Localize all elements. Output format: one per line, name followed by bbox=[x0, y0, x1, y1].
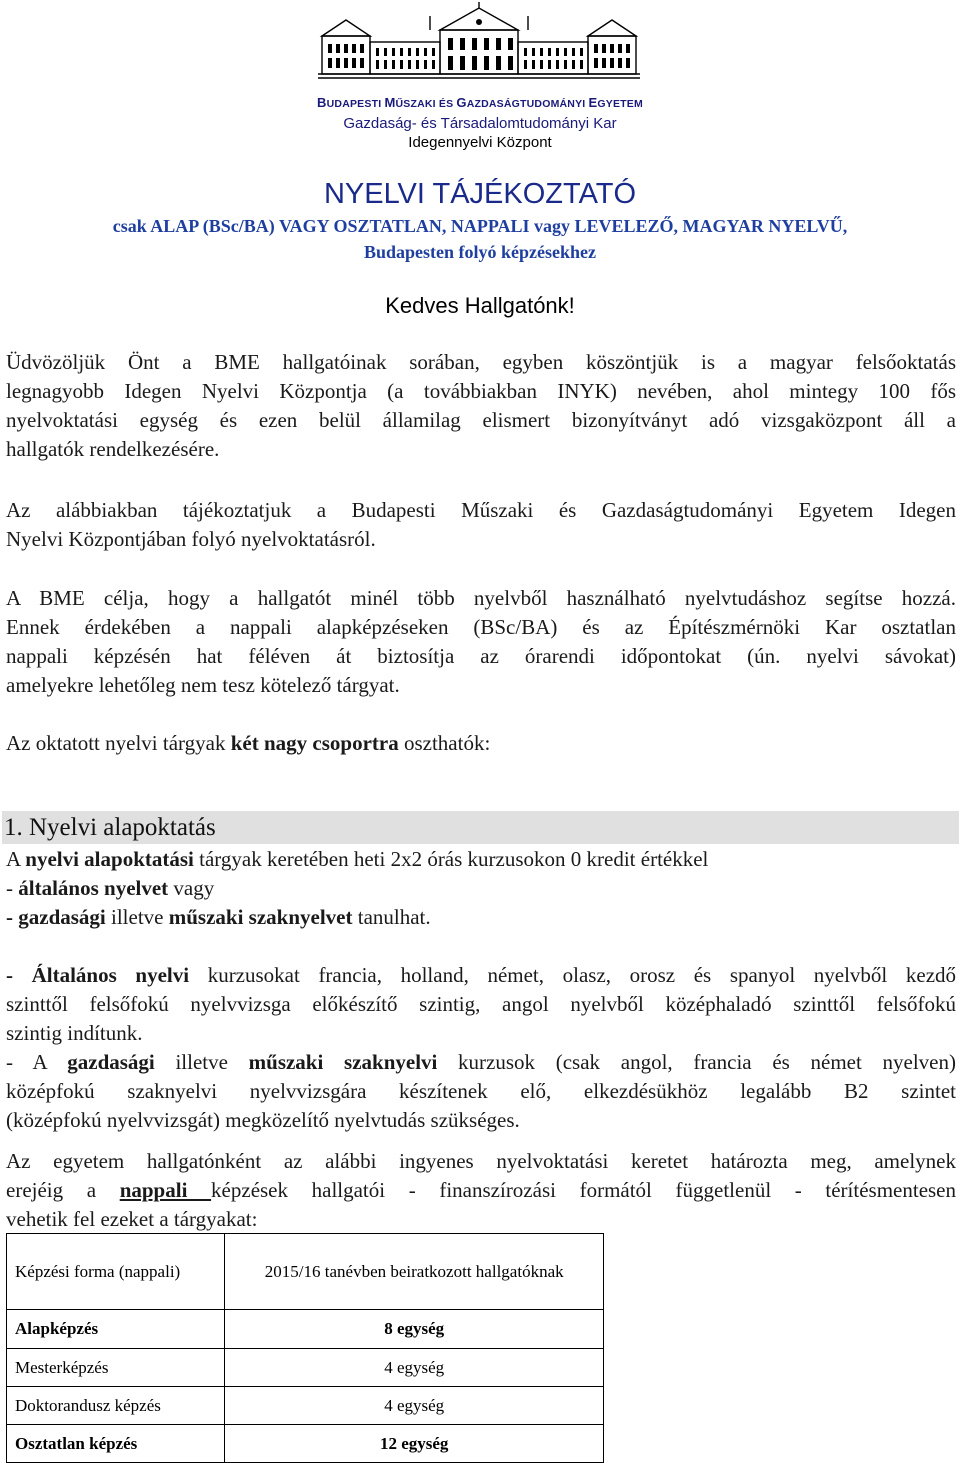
university-building-icon bbox=[318, 2, 640, 82]
table-cell: Alapképzés bbox=[7, 1310, 225, 1349]
greeting: Kedves Hallgatónk! bbox=[385, 293, 575, 318]
table-row bbox=[7, 1310, 604, 1349]
table-cell: Mesterképzés bbox=[7, 1349, 225, 1387]
quota-paragraph: Az egyetem hallgatónként az alábbi ingyenes nyelvoktatási keretet határozta meg, amelynek erejéig a nappali képzések hallgatói - finanszírozási formától függetlenül - térítésmentesen vehetik fel ezeket a tárgyakat: bbox=[6, 1149, 957, 1231]
quota-table bbox=[6, 1233, 604, 1463]
subtitle-line-2: Budapesten folyó képzésekhez bbox=[363, 242, 596, 262]
faculty-name: Gazdaság- és Társadalomtudományi Kar bbox=[343, 115, 617, 132]
table-header-cell: Képzési forma (nappali) bbox=[7, 1234, 225, 1310]
table-header-row bbox=[7, 1234, 604, 1310]
table-header-cell: 2015/16 tanévben beiratkozott hallgatóknak bbox=[225, 1234, 604, 1310]
center-name: Idegennyelvi Központ bbox=[408, 134, 552, 151]
table-cell: 12 egység bbox=[225, 1425, 604, 1463]
table-cell: Osztatlan képzés bbox=[7, 1425, 225, 1463]
table-cell: 4 egység bbox=[225, 1349, 604, 1387]
table-row bbox=[7, 1387, 604, 1425]
table-row bbox=[7, 1425, 604, 1463]
groups-intro: Az oktatott nyelvi tárgyak két nagy csoportra oszthatók: bbox=[6, 731, 491, 755]
intro-paragraph: Üdvözöljük Önt a BME hallgatóinak sorában, egyben köszöntjük is a magyar felsőoktatás legnagyobb Idegen Nyelvi Központja (a továbbiakban INYK) nevében, ahol mintegy 100 fős nyelvoktatási egység és ezen belül államilag elismert bizonyítványt adó vizsgaközpont áll a hallgatók rendelkezésére. bbox=[6, 350, 956, 461]
goal-paragraph: A BME célja, hogy a hallgatót minél több nyelvből használható nyelvtudáshoz segítse hozzá. Ennek érdekében a nappali alapképzéseken (BSc/BA) és az Építészmérnöki Kar osztatlan nappali képzésén hat féléven át biztosítja az órarendi időpontokat (ún. nyelvi sávokat) amelyekre lehetőleg nem tesz kötelező tárgyat. bbox=[6, 586, 956, 697]
subtitle-line-1: csak ALAP (BSc/BA) VAGY OSZTATLAN, NAPPALI vagy LEVELEZŐ, MAGYAR NYELVŰ, bbox=[112, 216, 848, 236]
section-heading: 1. Nyelvi alapoktatás bbox=[2, 811, 959, 844]
table-row bbox=[7, 1349, 604, 1387]
info-paragraph: Az alábbiakban tájékoztatjuk a Budapesti Műszaki és Gazdaságtudományi Egyetem Idegen Nyelvi Központjában folyó nyelvoktatásról. bbox=[6, 498, 956, 551]
table-cell: 8 egység bbox=[225, 1310, 604, 1349]
table-cell: 4 egység bbox=[225, 1387, 604, 1425]
page-title: NYELVI TÁJÉKOZTATÓ bbox=[323, 178, 637, 210]
university-name: BUDAPESTI MŰSZAKI ÉS GAZDASÁGTUDOMÁNYI EGYETEM bbox=[317, 95, 643, 110]
course-types-paragraph: - Általános nyelvi kurzusokat francia, holland, német, olasz, orosz és spanyol nyelvből kezdő szinttől felsőfokú nyelvvizsga előkészítő szintig, angol nyelvből középhaladó szinttől felsőfokú szintig indítunk. - A gazdasági illetve műszaki szaknyelvi kurzusok (csak angol, francia és német nyelven) középfokú szaknyelvi nyelvvizsgára készítenek elő, elkezdésükhöz legalább B2 szintet (középfokú nyelvvizsgát) megközelítő nyelvtudás szükséges. bbox=[6, 963, 957, 1132]
basic-courses-paragraph: A nyelvi alapoktatási tárgyak keretében heti 2x2 órás kurzusokon 0 kredit értékkel - általános nyelvet vagy - gazdasági illetve műszaki szaknyelvet tanulhat. bbox=[6, 847, 709, 929]
table-cell: Doktorandusz képzés bbox=[7, 1387, 225, 1425]
